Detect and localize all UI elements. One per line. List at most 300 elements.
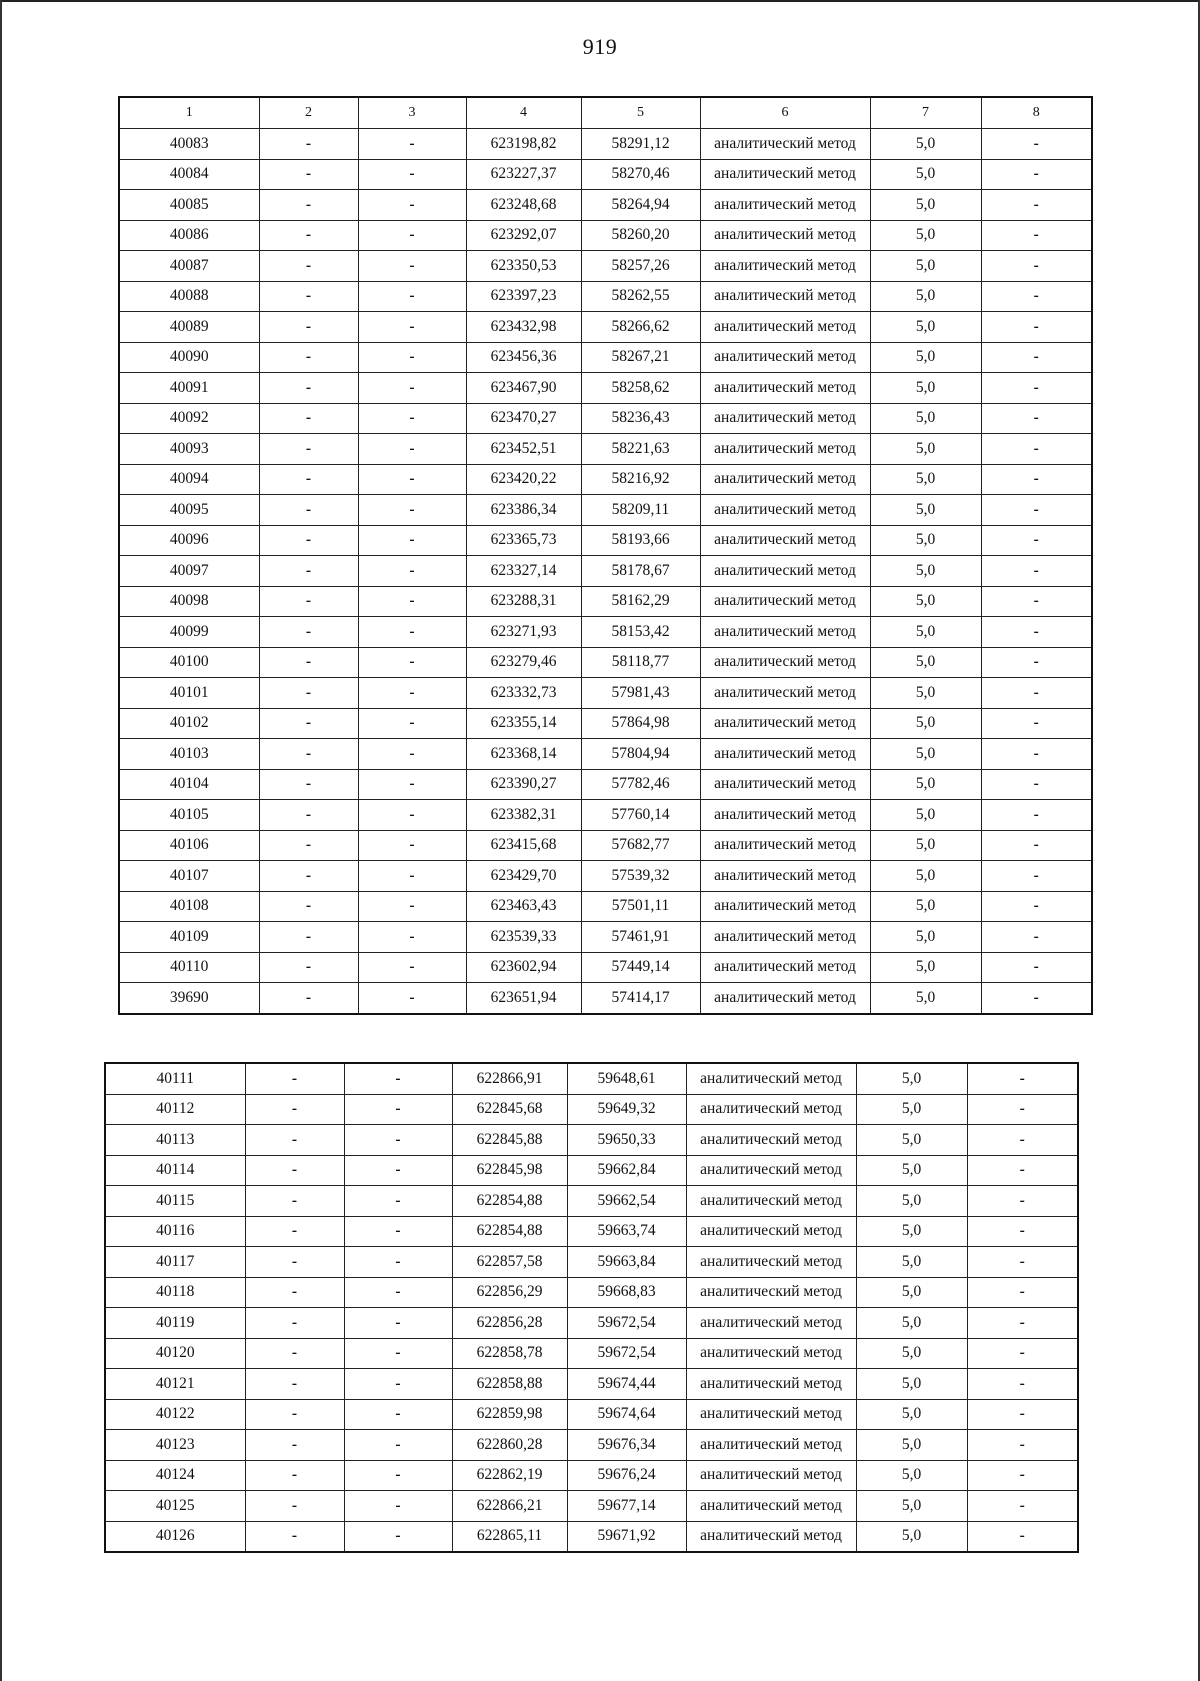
cell-coord-x: 623452,51: [466, 434, 581, 465]
cell-col-8: -: [981, 769, 1092, 800]
cell-col-3: -: [358, 891, 466, 922]
cell-coord-y: 59672,54: [567, 1338, 686, 1369]
cell-col-3: -: [358, 586, 466, 617]
cell-coord-y: 58162,29: [581, 586, 700, 617]
cell-method: аналитический метод: [686, 1063, 856, 1094]
cell-method: аналитический метод: [686, 1216, 856, 1247]
cell-point-number: 40092: [119, 403, 259, 434]
table-row: [119, 129, 1092, 160]
table-row: [119, 159, 1092, 190]
cell-col-3: -: [358, 312, 466, 343]
cell-col-3: -: [358, 830, 466, 861]
table-row: [105, 1063, 1078, 1094]
cell-col-8: -: [981, 281, 1092, 312]
cell-col-2: -: [245, 1369, 344, 1400]
cell-accuracy: 5,0: [856, 1460, 967, 1491]
cell-col-8: -: [967, 1277, 1078, 1308]
header-cell: 6: [700, 97, 870, 129]
header-cell: 5: [581, 97, 700, 129]
cell-accuracy: 5,0: [856, 1063, 967, 1094]
cell-col-2: -: [259, 495, 358, 526]
cell-col-8: -: [967, 1216, 1078, 1247]
cell-coord-y: 58236,43: [581, 403, 700, 434]
cell-accuracy: 5,0: [870, 922, 981, 953]
cell-method: аналитический метод: [700, 800, 870, 831]
cell-col-2: -: [245, 1155, 344, 1186]
cell-method: аналитический метод: [700, 251, 870, 282]
cell-col-8: -: [981, 952, 1092, 983]
cell-accuracy: 5,0: [870, 159, 981, 190]
cell-accuracy: 5,0: [870, 952, 981, 983]
cell-coord-x: 623386,34: [466, 495, 581, 526]
table-row: [119, 556, 1092, 587]
cell-col-8: -: [981, 159, 1092, 190]
cell-accuracy: 5,0: [856, 1155, 967, 1186]
cell-coord-x: 623602,94: [466, 952, 581, 983]
cell-coord-y: 59668,83: [567, 1277, 686, 1308]
cell-coord-y: 57539,32: [581, 861, 700, 892]
scan-border-left: [0, 0, 2, 1681]
cell-method: аналитический метод: [700, 403, 870, 434]
cell-col-3: -: [358, 434, 466, 465]
cell-accuracy: 5,0: [870, 312, 981, 343]
cell-col-3: -: [358, 678, 466, 709]
table-row: [119, 800, 1092, 831]
cell-point-number: 40109: [119, 922, 259, 953]
cell-col-2: -: [245, 1308, 344, 1339]
cell-coord-x: 622860,28: [452, 1430, 567, 1461]
cell-point-number: 40100: [119, 647, 259, 678]
cell-col-2: -: [245, 1186, 344, 1217]
header-cell: 8: [981, 97, 1092, 129]
cell-accuracy: 5,0: [870, 769, 981, 800]
cell-coord-x: 623292,07: [466, 220, 581, 251]
cell-coord-x: 623467,90: [466, 373, 581, 404]
cell-col-8: -: [981, 495, 1092, 526]
cell-col-3: -: [344, 1186, 452, 1217]
table-row: [105, 1216, 1078, 1247]
cell-col-2: -: [259, 373, 358, 404]
cell-point-number: 39690: [119, 983, 259, 1014]
cell-coord-x: 623397,23: [466, 281, 581, 312]
cell-col-2: -: [259, 861, 358, 892]
cell-point-number: 40123: [105, 1430, 245, 1461]
cell-coord-y: 59676,24: [567, 1460, 686, 1491]
cell-method: аналитический метод: [700, 190, 870, 221]
cell-accuracy: 5,0: [856, 1247, 967, 1278]
cell-coord-x: 623382,31: [466, 800, 581, 831]
cell-accuracy: 5,0: [870, 586, 981, 617]
cell-coord-x: 622858,88: [452, 1369, 567, 1400]
cell-point-number: 40097: [119, 556, 259, 587]
cell-coord-y: 57782,46: [581, 769, 700, 800]
cell-method: аналитический метод: [700, 281, 870, 312]
header-cell: 7: [870, 97, 981, 129]
table-row: [119, 434, 1092, 465]
cell-col-8: -: [981, 647, 1092, 678]
table-row: [105, 1399, 1078, 1430]
cell-col-8: -: [967, 1308, 1078, 1339]
cell-accuracy: 5,0: [870, 434, 981, 465]
coordinates-table-continued: [104, 1062, 1079, 1553]
table-row: [119, 373, 1092, 404]
cell-col-8: -: [967, 1369, 1078, 1400]
cell-col-8: -: [981, 556, 1092, 587]
cell-col-3: -: [358, 708, 466, 739]
cell-col-2: -: [245, 1277, 344, 1308]
cell-coord-x: 623355,14: [466, 708, 581, 739]
cell-point-number: 40093: [119, 434, 259, 465]
cell-col-2: -: [259, 403, 358, 434]
cell-method: аналитический метод: [700, 708, 870, 739]
cell-point-number: 40101: [119, 678, 259, 709]
cell-point-number: 40119: [105, 1308, 245, 1339]
cell-col-8: -: [967, 1094, 1078, 1125]
cell-coord-x: 622845,98: [452, 1155, 567, 1186]
cell-point-number: 40125: [105, 1491, 245, 1522]
table-row: [119, 342, 1092, 373]
cell-point-number: 40099: [119, 617, 259, 648]
header-cell: 4: [466, 97, 581, 129]
cell-col-8: -: [967, 1063, 1078, 1094]
cell-col-3: -: [344, 1491, 452, 1522]
cell-method: аналитический метод: [700, 342, 870, 373]
cell-col-3: -: [358, 251, 466, 282]
cell-method: аналитический метод: [686, 1369, 856, 1400]
cell-coord-y: 58264,94: [581, 190, 700, 221]
cell-coord-y: 59650,33: [567, 1125, 686, 1156]
cell-method: аналитический метод: [686, 1399, 856, 1430]
cell-coord-y: 57804,94: [581, 739, 700, 770]
cell-point-number: 40117: [105, 1247, 245, 1278]
cell-col-2: -: [259, 983, 358, 1014]
cell-point-number: 40083: [119, 129, 259, 160]
table-row: [119, 739, 1092, 770]
cell-coord-x: 623429,70: [466, 861, 581, 892]
cell-coord-y: 57864,98: [581, 708, 700, 739]
cell-col-2: -: [259, 129, 358, 160]
table-row: [119, 647, 1092, 678]
table-row: [105, 1308, 1078, 1339]
cell-col-3: -: [344, 1369, 452, 1400]
cell-coord-x: 623415,68: [466, 830, 581, 861]
cell-col-3: -: [358, 281, 466, 312]
cell-point-number: 40116: [105, 1216, 245, 1247]
cell-coord-y: 59677,14: [567, 1491, 686, 1522]
cell-col-3: -: [358, 800, 466, 831]
table-header-row: [119, 97, 1092, 129]
cell-coord-y: 58118,77: [581, 647, 700, 678]
cell-col-2: -: [259, 891, 358, 922]
cell-method: аналитический метод: [686, 1155, 856, 1186]
cell-col-2: -: [259, 922, 358, 953]
table-row: [105, 1277, 1078, 1308]
cell-coord-x: 623539,33: [466, 922, 581, 953]
cell-coord-x: 623271,93: [466, 617, 581, 648]
table-row: [119, 769, 1092, 800]
cell-coord-x: 623288,31: [466, 586, 581, 617]
cell-col-3: -: [344, 1308, 452, 1339]
cell-col-3: -: [358, 739, 466, 770]
cell-accuracy: 5,0: [856, 1094, 967, 1125]
cell-col-8: -: [981, 373, 1092, 404]
cell-point-number: 40106: [119, 830, 259, 861]
cell-col-2: -: [245, 1460, 344, 1491]
table-row: [119, 495, 1092, 526]
cell-coord-y: 59648,61: [567, 1063, 686, 1094]
cell-coord-y: 59662,54: [567, 1186, 686, 1217]
cell-coord-x: 623463,43: [466, 891, 581, 922]
cell-col-2: -: [245, 1399, 344, 1430]
table-row: [105, 1521, 1078, 1552]
cell-col-3: -: [344, 1399, 452, 1430]
cell-col-8: -: [967, 1155, 1078, 1186]
cell-col-8: -: [981, 861, 1092, 892]
cell-col-3: -: [358, 556, 466, 587]
cell-col-8: -: [981, 220, 1092, 251]
table-row: [119, 952, 1092, 983]
cell-coord-y: 57461,91: [581, 922, 700, 953]
cell-point-number: 40111: [105, 1063, 245, 1094]
cell-method: аналитический метод: [700, 617, 870, 648]
cell-col-2: -: [245, 1247, 344, 1278]
cell-method: аналитический метод: [700, 312, 870, 343]
table-row: [119, 861, 1092, 892]
cell-col-3: -: [358, 403, 466, 434]
cell-col-8: -: [981, 251, 1092, 282]
cell-col-8: -: [981, 830, 1092, 861]
cell-method: аналитический метод: [700, 769, 870, 800]
cell-coord-x: 623327,14: [466, 556, 581, 587]
cell-coord-x: 623368,14: [466, 739, 581, 770]
cell-col-2: -: [245, 1491, 344, 1522]
cell-method: аналитический метод: [700, 647, 870, 678]
cell-coord-x: 623470,27: [466, 403, 581, 434]
cell-col-3: -: [358, 129, 466, 160]
cell-coord-y: 57449,14: [581, 952, 700, 983]
cell-col-2: -: [245, 1125, 344, 1156]
cell-col-8: -: [981, 983, 1092, 1014]
cell-coord-x: 622856,29: [452, 1277, 567, 1308]
cell-method: аналитический метод: [686, 1308, 856, 1339]
cell-point-number: 40102: [119, 708, 259, 739]
cell-accuracy: 5,0: [870, 251, 981, 282]
cell-accuracy: 5,0: [856, 1277, 967, 1308]
cell-coord-y: 58260,20: [581, 220, 700, 251]
cell-col-3: -: [344, 1521, 452, 1552]
cell-col-3: -: [358, 464, 466, 495]
cell-coord-y: 58291,12: [581, 129, 700, 160]
cell-col-2: -: [245, 1430, 344, 1461]
cell-coord-y: 59674,64: [567, 1399, 686, 1430]
cell-col-8: -: [967, 1460, 1078, 1491]
cell-col-3: -: [358, 220, 466, 251]
cell-col-2: -: [259, 647, 358, 678]
cell-accuracy: 5,0: [870, 281, 981, 312]
table-row: [119, 464, 1092, 495]
table-row: [119, 190, 1092, 221]
cell-point-number: 40090: [119, 342, 259, 373]
cell-col-8: -: [981, 617, 1092, 648]
cell-accuracy: 5,0: [870, 525, 981, 556]
cell-point-number: 40098: [119, 586, 259, 617]
table-row: [105, 1369, 1078, 1400]
cell-col-8: -: [981, 739, 1092, 770]
cell-coord-x: 623227,37: [466, 159, 581, 190]
cell-col-3: -: [358, 769, 466, 800]
cell-coord-x: 623332,73: [466, 678, 581, 709]
cell-point-number: 40087: [119, 251, 259, 282]
cell-col-2: -: [259, 159, 358, 190]
cell-accuracy: 5,0: [870, 708, 981, 739]
cell-coord-x: 622866,21: [452, 1491, 567, 1522]
cell-col-2: -: [259, 586, 358, 617]
cell-coord-x: 622866,91: [452, 1063, 567, 1094]
cell-point-number: 40118: [105, 1277, 245, 1308]
cell-point-number: 40085: [119, 190, 259, 221]
cell-coord-y: 59676,34: [567, 1430, 686, 1461]
cell-col-2: -: [259, 952, 358, 983]
cell-point-number: 40105: [119, 800, 259, 831]
cell-col-2: -: [259, 190, 358, 221]
cell-coord-y: 58270,46: [581, 159, 700, 190]
cell-col-8: -: [981, 678, 1092, 709]
table-row: [119, 983, 1092, 1014]
cell-coord-y: 57981,43: [581, 678, 700, 709]
cell-accuracy: 5,0: [870, 983, 981, 1014]
cell-point-number: 40088: [119, 281, 259, 312]
cell-accuracy: 5,0: [870, 373, 981, 404]
cell-col-3: -: [344, 1216, 452, 1247]
cell-col-3: -: [358, 983, 466, 1014]
cell-point-number: 40122: [105, 1399, 245, 1430]
cell-accuracy: 5,0: [856, 1216, 967, 1247]
cell-accuracy: 5,0: [870, 861, 981, 892]
cell-coord-x: 622856,28: [452, 1308, 567, 1339]
cell-col-8: -: [981, 586, 1092, 617]
cell-col-8: -: [981, 403, 1092, 434]
cell-accuracy: 5,0: [870, 830, 981, 861]
table-row: [119, 830, 1092, 861]
header-cell: 1: [119, 97, 259, 129]
table-row: [105, 1094, 1078, 1125]
cell-col-2: -: [259, 739, 358, 770]
cell-col-3: -: [344, 1460, 452, 1491]
table-row: [119, 281, 1092, 312]
cell-coord-x: 622845,88: [452, 1125, 567, 1156]
cell-method: аналитический метод: [700, 220, 870, 251]
cell-coord-y: 59663,84: [567, 1247, 686, 1278]
cell-col-2: -: [259, 708, 358, 739]
cell-col-2: -: [245, 1521, 344, 1552]
cell-col-2: -: [259, 617, 358, 648]
cell-col-3: -: [344, 1277, 452, 1308]
cell-method: аналитический метод: [700, 159, 870, 190]
cell-point-number: 40089: [119, 312, 259, 343]
cell-col-8: -: [967, 1186, 1078, 1217]
table-row: [105, 1460, 1078, 1491]
cell-accuracy: 5,0: [856, 1491, 967, 1522]
cell-col-3: -: [358, 159, 466, 190]
cell-coord-y: 58258,62: [581, 373, 700, 404]
cell-point-number: 40094: [119, 464, 259, 495]
cell-point-number: 40091: [119, 373, 259, 404]
cell-accuracy: 5,0: [870, 403, 981, 434]
cell-col-2: -: [259, 342, 358, 373]
cell-col-8: -: [981, 800, 1092, 831]
table-row: [105, 1155, 1078, 1186]
cell-coord-y: 57682,77: [581, 830, 700, 861]
cell-accuracy: 5,0: [856, 1521, 967, 1552]
cell-method: аналитический метод: [686, 1247, 856, 1278]
cell-col-2: -: [259, 769, 358, 800]
cell-accuracy: 5,0: [870, 647, 981, 678]
cell-coord-y: 59672,54: [567, 1308, 686, 1339]
cell-coord-x: 622845,68: [452, 1094, 567, 1125]
table-row: [119, 251, 1092, 282]
cell-col-2: -: [259, 220, 358, 251]
cell-accuracy: 5,0: [870, 220, 981, 251]
cell-point-number: 40126: [105, 1521, 245, 1552]
cell-coord-y: 58221,63: [581, 434, 700, 465]
cell-coord-x: 623432,98: [466, 312, 581, 343]
table-row: [119, 403, 1092, 434]
header-cell: 3: [358, 97, 466, 129]
cell-col-8: -: [981, 434, 1092, 465]
cell-col-3: -: [358, 495, 466, 526]
cell-point-number: 40110: [119, 952, 259, 983]
cell-col-2: -: [259, 281, 358, 312]
table-row: [105, 1491, 1078, 1522]
cell-method: аналитический метод: [686, 1277, 856, 1308]
cell-col-3: -: [344, 1094, 452, 1125]
cell-col-3: -: [344, 1125, 452, 1156]
cell-point-number: 40113: [105, 1125, 245, 1156]
cell-col-3: -: [358, 617, 466, 648]
cell-method: аналитический метод: [700, 952, 870, 983]
cell-method: аналитический метод: [700, 556, 870, 587]
cell-coord-x: 623198,82: [466, 129, 581, 160]
cell-accuracy: 5,0: [856, 1125, 967, 1156]
cell-coord-x: 622858,78: [452, 1338, 567, 1369]
cell-col-8: -: [981, 891, 1092, 922]
cell-accuracy: 5,0: [870, 678, 981, 709]
cell-coord-y: 57414,17: [581, 983, 700, 1014]
cell-method: аналитический метод: [700, 739, 870, 770]
table-row: [119, 891, 1092, 922]
cell-coord-x: 623456,36: [466, 342, 581, 373]
cell-col-8: -: [967, 1521, 1078, 1552]
cell-coord-y: 58178,67: [581, 556, 700, 587]
cell-method: аналитический метод: [686, 1094, 856, 1125]
cell-coord-y: 59674,44: [567, 1369, 686, 1400]
cell-coord-y: 57760,14: [581, 800, 700, 831]
cell-coord-y: 58266,62: [581, 312, 700, 343]
page-number: 919: [582, 34, 618, 59]
cell-accuracy: 5,0: [870, 739, 981, 770]
cell-coord-y: 58153,42: [581, 617, 700, 648]
table-row: [119, 708, 1092, 739]
cell-col-2: -: [259, 251, 358, 282]
cell-point-number: 40112: [105, 1094, 245, 1125]
cell-col-8: -: [981, 129, 1092, 160]
cell-col-3: -: [358, 190, 466, 221]
cell-accuracy: 5,0: [856, 1430, 967, 1461]
cell-col-8: -: [981, 464, 1092, 495]
cell-point-number: 40124: [105, 1460, 245, 1491]
cell-coord-x: 622857,58: [452, 1247, 567, 1278]
table-row: [105, 1125, 1078, 1156]
